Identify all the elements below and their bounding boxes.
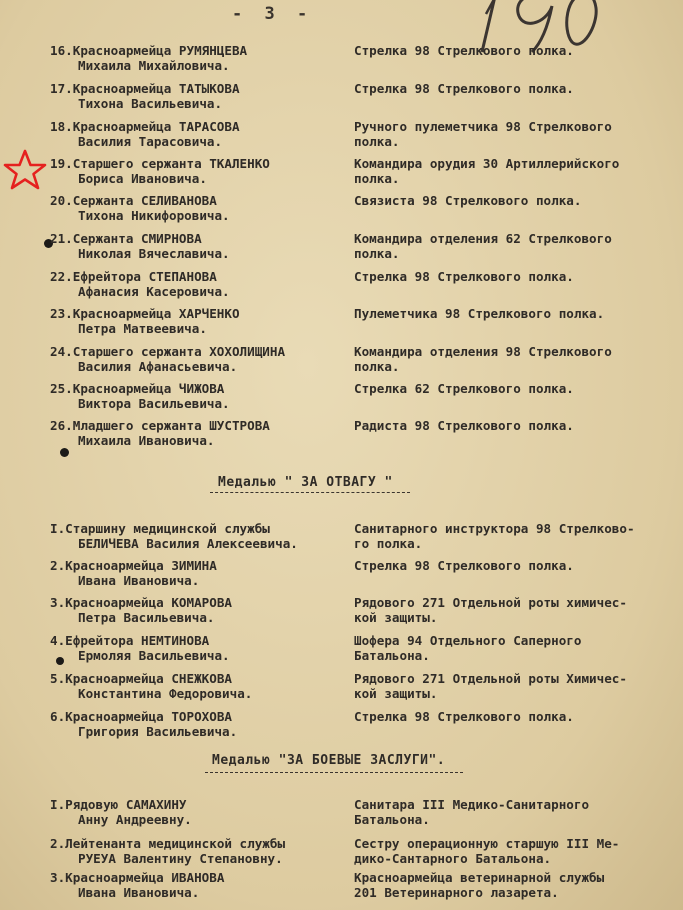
- entry-rank-surname: [50, 120, 240, 135]
- entry-number: 6.: [50, 709, 66, 724]
- entry-rank-and-surname: Ефрейтора СТЕПАНОВА: [72, 269, 217, 284]
- entry-rank-and-surname: Красноармейца РУМЯНЦЕВА: [72, 43, 248, 58]
- entry-rank-surname: [50, 82, 240, 97]
- award-entry: [0, 120, 683, 152]
- entry-number: 25.: [50, 381, 73, 396]
- entry-position-line: Ручного пулеметчика 98 Стрелкового: [354, 119, 612, 134]
- entry-rank-and-surname: Младшего сержанта ШУСТРОВА: [72, 418, 270, 433]
- entry-rank-surname: [50, 44, 247, 59]
- entry-rank-and-surname: Красноармейца КОМАРОВА: [65, 595, 232, 610]
- entry-number: 26.: [50, 418, 73, 433]
- award-entry: [0, 522, 683, 554]
- award-entry: [0, 710, 683, 742]
- entry-rank-and-surname: Красноармейца ТАРАСОВА: [72, 119, 240, 134]
- entry-position-line: Радиста 98 Стрелкового полка.: [354, 418, 574, 433]
- entry-position-line: Стрелка 98 Стрелкового полка.: [354, 269, 574, 284]
- entry-number: 3.: [50, 595, 66, 610]
- entry-position-line: Батальона.: [354, 812, 430, 827]
- award-entry: [0, 270, 683, 302]
- entry-position-line: Санитарного инструктора 98 Стрелково-: [354, 521, 635, 536]
- entry-position-line: полка.: [354, 134, 400, 149]
- entry-rank-surname: [50, 232, 202, 247]
- award-entry: [0, 634, 683, 666]
- entry-given-names: Николая Вячеславича.: [78, 246, 230, 261]
- entry-given-names: Василия Афанасьевича.: [78, 359, 238, 374]
- entry-rank-and-surname: Красноармейца ЗИМИНА: [65, 558, 217, 573]
- entry-rank-and-surname: Красноармейца ТОРОХОВА: [65, 709, 232, 724]
- entry-number: 24.: [50, 344, 73, 359]
- award-entry: [0, 672, 683, 704]
- entry-number: 23.: [50, 306, 73, 321]
- entry-number: 2.: [50, 836, 66, 851]
- entry-rank-surname: [50, 419, 270, 434]
- entry-position-line: полка.: [354, 171, 400, 186]
- award-entry: [0, 382, 683, 414]
- page-number: - 3 -: [232, 4, 314, 24]
- entry-rank-surname: [50, 634, 209, 649]
- section-heading: Медалью "ЗА БОЕВЫЕ ЗАСЛУГИ".: [212, 753, 446, 768]
- entry-number: 22.: [50, 269, 73, 284]
- entry-position-line: кой защиты.: [354, 610, 438, 625]
- entry-number: I.: [50, 521, 66, 536]
- award-entry: [0, 871, 683, 903]
- entry-given-names: Ермоляя Васильевича.: [78, 648, 230, 663]
- entry-given-names: Петра Васильевича.: [78, 610, 215, 625]
- entry-rank-surname: [50, 559, 217, 574]
- entry-given-names: Ивана Ивановича.: [78, 885, 200, 900]
- entry-position-line: Командира отделения 98 Стрелкового: [354, 344, 612, 359]
- entry-number: 3.: [50, 870, 66, 885]
- entry-position-line: Красноармейца ветеринарной службы: [354, 870, 605, 885]
- entry-given-names: Анну Андреевну.: [78, 812, 192, 827]
- entry-number: 18.: [50, 119, 73, 134]
- entry-position-line: полка.: [354, 359, 400, 374]
- award-entry: [0, 82, 683, 114]
- heading-underline: [205, 772, 463, 773]
- entry-given-names: Ивана Ивановича.: [78, 573, 200, 588]
- entry-given-names: Афанасия Касеровича.: [78, 284, 230, 299]
- entry-rank-surname: [50, 871, 224, 886]
- entry-given-names: Тихона Никифоровича.: [78, 208, 230, 223]
- entry-position-line: Сестру операционную старшую III Ме-: [354, 836, 620, 851]
- award-entry: [0, 559, 683, 591]
- entry-given-names: РУЕУА Валентину Степановну.: [78, 851, 283, 866]
- entry-rank-and-surname: Лейтенанта медицинской службы: [65, 836, 286, 851]
- heading-underline: [210, 492, 410, 493]
- entry-position-line: Санитара III Медико-Санитарного: [354, 797, 590, 812]
- entry-given-names: Тихона Васильевича.: [78, 96, 223, 111]
- entry-rank-surname: [50, 710, 232, 725]
- entry-rank-and-surname: Старшину медицинской службы: [65, 521, 270, 536]
- entry-given-names: Виктора Васильевича.: [78, 396, 230, 411]
- award-entry: [0, 194, 683, 226]
- award-entry: [0, 232, 683, 264]
- entry-rank-surname: [50, 157, 270, 172]
- award-entry: [0, 419, 683, 451]
- entry-number: 2.: [50, 558, 66, 573]
- entry-position-line: Командира орудия 30 Артиллерийского: [354, 156, 620, 171]
- award-entry: [0, 157, 683, 189]
- entry-position-line: Батальона.: [354, 648, 430, 663]
- entry-rank-and-surname: Сержанта СЕЛИВАНОВА: [72, 193, 217, 208]
- entry-position-line: Стрелка 98 Стрелкового полка.: [354, 709, 574, 724]
- entry-given-names: Михаила Михайловича.: [78, 58, 230, 73]
- entry-position-line: Стрелка 62 Стрелкового полка.: [354, 381, 574, 396]
- entry-number: 21.: [50, 231, 73, 246]
- entry-given-names: Петра Матвеевича.: [78, 321, 207, 336]
- entry-number: 5.: [50, 671, 66, 686]
- entry-position-line: Связиста 98 Стрелкового полка.: [354, 193, 582, 208]
- entry-position-line: Рядового 271 Отдельной роты Химичес-: [354, 671, 627, 686]
- entry-position-line: Стрелка 98 Стрелкового полка.: [354, 81, 574, 96]
- entry-given-names: Григория Васильевича.: [78, 724, 238, 739]
- entry-given-names: БЕЛИЧЕВА Василия Алексеевича.: [78, 536, 298, 551]
- entry-given-names: Бориса Ивановича.: [78, 171, 207, 186]
- entry-number: 16.: [50, 43, 73, 58]
- entry-number: 20.: [50, 193, 73, 208]
- entry-given-names: Василия Тарасовича.: [78, 134, 223, 149]
- entry-rank-surname: [50, 382, 224, 397]
- entry-rank-and-surname: Старшего сержанта ТКАЛЕНКО: [72, 156, 270, 171]
- award-entry: [0, 345, 683, 377]
- entry-rank-surname: [50, 837, 285, 852]
- entry-number: I.: [50, 797, 66, 812]
- entry-position-line: 201 Ветеринарного лазарета.: [354, 885, 559, 900]
- entry-rank-and-surname: Красноармейца ИВАНОВА: [65, 870, 225, 885]
- entry-position-line: Командира отделения 62 Стрелкового: [354, 231, 612, 246]
- entry-position-line: го полка.: [354, 536, 423, 551]
- entry-rank-surname: [50, 345, 285, 360]
- entry-rank-surname: [50, 194, 217, 209]
- entry-rank-and-surname: Старшего сержанта ХОХОЛИЩИНА: [72, 344, 286, 359]
- entry-rank-and-surname: Красноармейца ТАТЫКОВА: [72, 81, 240, 96]
- entry-rank-and-surname: Рядовую САМАХИНУ: [65, 797, 187, 812]
- entry-rank-surname: [50, 596, 232, 611]
- entry-rank-surname: [50, 522, 270, 537]
- entry-rank-and-surname: Красноармейца ЧИЖОВА: [72, 381, 225, 396]
- entry-rank-and-surname: Ефрейтора НЕМТИНОВА: [65, 633, 210, 648]
- award-entry: [0, 837, 683, 869]
- entry-given-names: Константина Федоровича.: [78, 686, 253, 701]
- entry-rank-surname: [50, 672, 232, 687]
- entry-number: 17.: [50, 81, 73, 96]
- entry-rank-and-surname: Красноармейца ХАРЧЕНКО: [72, 306, 240, 321]
- award-entry: [0, 307, 683, 339]
- entry-given-names: Михаила Ивановича.: [78, 433, 215, 448]
- entry-rank-surname: [50, 307, 240, 322]
- section-heading: Медалью " ЗА ОТВАГУ ": [218, 475, 393, 490]
- entry-position-line: Стрелка 98 Стрелкового полка.: [354, 558, 574, 573]
- award-entry: [0, 798, 683, 830]
- award-entry: [0, 596, 683, 628]
- entry-position-line: Пулеметчика 98 Стрелкового полка.: [354, 306, 605, 321]
- entry-rank-and-surname: Красноармейца СНЕЖКОВА: [65, 671, 232, 686]
- entry-position-line: полка.: [354, 246, 400, 261]
- award-entry: [0, 44, 683, 76]
- entry-position-line: Шофера 94 Отдельного Саперного: [354, 633, 582, 648]
- entry-position-line: Рядового 271 Отдельной роты химичес-: [354, 595, 627, 610]
- entry-number: 4.: [50, 633, 66, 648]
- entry-position-line: дико-Сантарного Батальона.: [354, 851, 552, 866]
- entry-number: 19.: [50, 156, 73, 171]
- entry-rank-surname: [50, 798, 187, 813]
- entry-rank-and-surname: Сержанта СМИРНОВА: [72, 231, 202, 246]
- entry-position-line: Стрелка 98 Стрелкового полка.: [354, 43, 574, 58]
- entry-rank-surname: [50, 270, 217, 285]
- entry-position-line: кой защиты.: [354, 686, 438, 701]
